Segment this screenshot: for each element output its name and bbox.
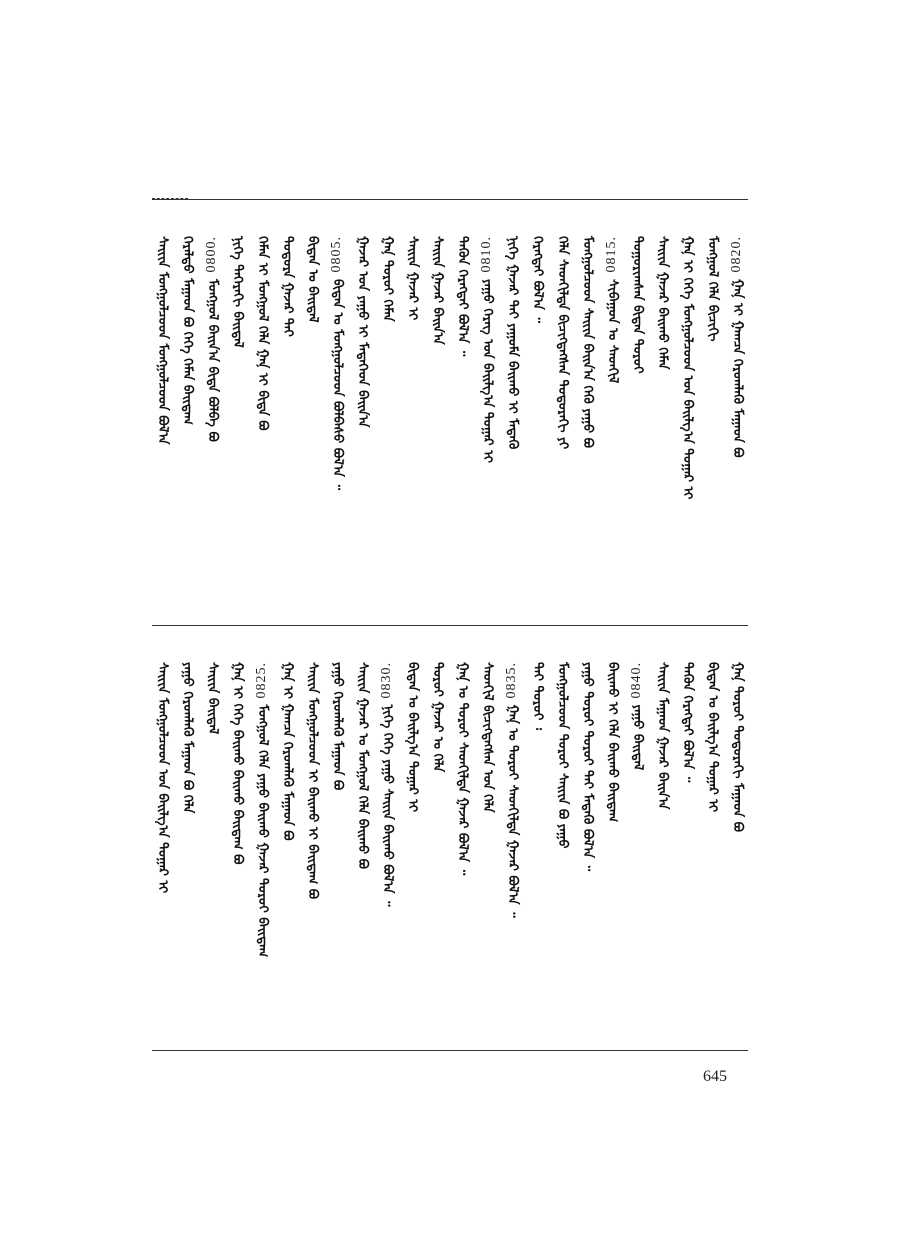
verse-line <box>380 662 394 907</box>
verse-text: ᠬᠡᠮᠡᠨ ᠢ ᠮᠣᠩᠭᠣᠯ ᠬᠡᠯᠡ ᠭᠠᠨ᠋ ᠢ ᠪᠢᠳᠡ ᠪᠣ <box>255 236 270 431</box>
verse-text: ᠲᠣᠭᠣᠷᠢᠭᠰᠠᠨ ᠪᠢᠳᠡᠨ ᠳᠣᠷᠣᠢ <box>630 236 645 374</box>
verse-number: 0800. <box>204 236 219 273</box>
verse-text: ᠳᠣᠲᠣᠷᠠ ᠭᠠᠵᠠᠷ ᠲᠠᠢ <box>280 236 295 337</box>
verse-text: ᠭᠠᠨ᠋ ᠤ ᠳᠣᠷᠣᠢ ᠰᠡᠳᠬᠢᠯᠳᠡ ᠭᠠᠵᠠᠷ ᠪᠣᠯ᠎ᠠ ᠃ <box>505 704 520 918</box>
verse-line <box>280 662 294 841</box>
verse-line <box>380 236 394 322</box>
verse-line <box>405 662 419 812</box>
verse-line <box>630 236 644 374</box>
verse-line <box>230 236 244 348</box>
verse-line <box>355 236 369 428</box>
verse-line <box>705 662 719 812</box>
verse-text: ᠨᠢᠭᠡ ᠳᠡᠭᠡᠷᠡᠬᠢ ᠪᠠᠢᠳᠠᠯ <box>230 236 245 348</box>
verse-line <box>155 236 169 444</box>
verse-line <box>655 662 669 809</box>
verse-line <box>580 236 594 448</box>
verse-line <box>530 662 544 730</box>
verse-line <box>680 662 694 782</box>
verse-line <box>255 662 269 957</box>
verse-text: ᠰᠠᠢᠢᠨ ᠮᠠᠭᠠᠳ ᠭᠠᠵᠠᠷ ᠪᠠᠢᠨ᠎ᠠ <box>655 662 670 810</box>
verse-text: ᠭᠠᠨ᠋ ᠢ ᠭᠠᠭᠴᠠ ᠬᠡᠷᠦᠭ᠍ᠯᠡᠬᠦ ᠮᠠᠭᠠᠳ ᠪᠣ <box>280 662 295 841</box>
page-number: 645 <box>703 1068 727 1085</box>
verse-text: ᠮᠣᠩᠭᠣᠯ ᠬᠡᠯᠡ ᠪᠢᠴᠢᠭᠢ <box>705 236 720 342</box>
verse-text: ᠨᠢᠭᠡ ᠭᠠᠵᠠᠷ ᠲᠠᠢ ᠶᠠᠭᠤᠮᠠ ᠪᠠᠢᠬᠤ ᠢ ᠮᠡᠳᠡᠬᠦ <box>505 236 520 450</box>
verse-line <box>730 236 744 457</box>
verse-text: ᠪᠢᠳᠡᠨ ᠤ ᠮᠣᠩᠭᠣᠯᠴᠤᠳ ᠪᠣᠯᠪᠠᠰᠤ ᠪᠣᠯ᠎ᠠ ᠃ <box>330 278 345 490</box>
verse-line <box>705 236 719 341</box>
verse-number: 0820. <box>729 236 744 273</box>
top-rule <box>152 199 748 200</box>
verse-text: ᠰᠠᠢᠢᠨ ᠭᠠᠵᠠᠷ ᠤ ᠮᠣᠩᠭᠣᠯ ᠬᠡᠯᠡ ᠪᠠᠢᠬᠤ ᠪᠣ <box>355 662 370 869</box>
verse-line <box>480 236 494 463</box>
verse-text: ᠰᠠᠢᠢᠨ ᠭᠠᠵᠠᠷ ᠪᠠᠢᠨ᠎ᠠ <box>430 236 445 345</box>
verse-line <box>455 662 469 875</box>
verse-line <box>605 662 619 822</box>
verse-text: ᠮᠣᠩᠭᠣᠯᠴᠤᠳ ᠰᠠᠢᠢᠨ ᠪᠠᠢᠨ᠎ᠠ ᠭᠡᠬᠦ ᠶᠠᠭᠤ ᠪᠣ <box>580 236 595 449</box>
verse-text: ᠰᠠᠢᠢᠨ ᠭᠠᠵᠠᠷ ᠢ <box>405 236 420 321</box>
verse-text: ᠭᠠᠨ᠋ ᠳᠣᠷᠣᠢ ᠳᠣᠲᠣᠷᠠᠬᠢ ᠮᠠᠭᠠᠳ ᠪᠣ <box>730 662 745 833</box>
verse-number: 0825. <box>254 662 269 699</box>
verse-text: ᠬᠡᠯᠡ ᠰᠡᠳᠬᠢᠯᠳᠡ ᠪᠢᠴᠢᠭᠳᠡᠭᠰᠡᠨ ᠳᠣᠲᠣᠷᠠᠬᠢ ᠶᠢ <box>555 236 570 450</box>
verse-text: ᠭᠠᠨ᠋ ᠢ ᠭᠠᠭᠴᠠ ᠬᠡᠷᠦᠭ᠍ᠯᠡᠬᠦ ᠮᠠᠭᠠᠳ ᠪᠣ <box>730 278 745 458</box>
verse-line <box>555 236 569 449</box>
verse-line <box>330 662 344 790</box>
verse-text: ᠭᠠᠨ᠋ ᠢ ᠬᠡᠭᠡ ᠪᠠᠢᠬᠤ ᠪᠠᠢᠬᠤ ᠪᠠᠢᠳᠠᠭ ᠪᠣ <box>230 662 245 865</box>
verse-number: 0835. <box>504 662 519 699</box>
verse-text: ᠮᠣᠩᠭᠣᠯ ᠪᠠᠢᠨ᠎ᠠ ᠪᠢᠳᠡ ᠪᠣᠯᠪᠠ ᠪᠣ <box>205 278 220 442</box>
verse-text: ᠰᠠᠢᠢᠨ ᠮᠣᠩᠭᠣᠯᠴᠤᠳ ᠤᠨ ᠪᠠᠢᠯᠭ᠎ᠠ ᠳᠤᠭᠠᠷ ᠢ <box>155 662 170 894</box>
verse-text: ᠰᠡᠳᠬᠢᠯ ᠪᠢᠴᠢᠭᠳᠡᠭᠰᠡᠨ ᠤᠨ ᠬᠡᠯᠡ <box>480 662 495 813</box>
verse-text: ᠲᠡᠭᠦᠨ ᠬᠡᠷᠡᠭᠲᠡᠢ ᠪᠣᠯ᠎ᠠ ᠃ <box>680 662 695 783</box>
middle-rule <box>152 625 748 626</box>
verse-text: ᠲᠠᠢ ᠳᠣᠷᠣᠢ ᠄ <box>530 662 545 731</box>
verse-line <box>730 662 744 832</box>
verse-line <box>455 236 469 356</box>
verse-line <box>505 236 519 449</box>
verse-line <box>605 236 619 383</box>
verse-text: ᠲᠡᠭᠦᠨ ᠬᠡᠷᠡᠭᠲᠡᠢ ᠪᠣᠯ᠎ᠠ ᠃ <box>455 236 470 357</box>
verse-text: ᠭᠠᠵᠠᠷ ᠤᠨ ᠶᠠᠭᠤ ᠢ ᠮᠡᠳᠡᠭᠡᠳ ᠪᠠᠢᠨ᠎ᠠ <box>355 236 370 428</box>
verse-text: ᠮᠣᠩᠭᠣᠯ ᠬᠡᠯᠡ ᠶᠠᠭᠤ ᠪᠠᠢᠬᠤ ᠭᠠᠵᠠᠷ ᠳᠣᠷᠣᠢ ᠪᠠᠢᠳᠠᠭ <box>255 704 270 958</box>
verse-line <box>305 236 319 323</box>
verse-line <box>480 662 494 813</box>
verse-text: ᠶᠠᠭᠤ ᠬᠡᠷᠡᠭ ᠤᠨ ᠪᠠᠢᠯᠭ᠎ᠠ ᠳᠤᠭᠠᠷ ᠢ <box>480 278 495 463</box>
verse-text: ᠶᠠᠭᠤ ᠬᠡᠷᠦᠭ᠍ᠯᠡᠬᠦ ᠮᠠᠭᠠᠳ ᠪᠣ <box>330 662 345 791</box>
verse-text: ᠶᠠᠭᠤ ᠳᠣᠷᠣᠢ ᠳᠣᠷᠣᠢ ᠲᠠᠢ ᠮᠡᠳᠡᠬᠦ ᠪᠣᠯ᠎ᠠ ᠃ <box>580 662 595 872</box>
verse-text: ᠪᠢᠳᠡᠨ ᠤ ᠪᠠᠢᠳᠠᠯ <box>305 236 320 323</box>
verse-text: ᠰᠠᠢᠢᠨ ᠮᠣᠩᠭᠣᠯᠴᠤᠳ ᠮᠣᠩᠭᠣᠯᠴᠤᠳ ᠪᠣᠯ᠎ᠠ <box>155 236 170 445</box>
verse-text: ᠰᠠᠢᠢᠨ ᠮᠣᠩᠭᠣᠯᠴᠤᠳ ᠢ ᠪᠠᠢᠬᠤ ᠢ ᠪᠠᠢᠳᠠᠭ ᠪᠣ <box>305 662 320 900</box>
verse-line <box>680 236 694 499</box>
verse-text: ᠭᠠᠨ᠋ ᠤ ᠳᠣᠷᠣᠢ ᠰᠡᠳᠬᠢᠯᠳᠡ ᠭᠠᠵᠠᠷ ᠪᠣᠯ᠎ᠠ ᠃ <box>455 662 470 876</box>
verse-text: ᠳᠣᠷᠣᠢ ᠭᠠᠵᠠᠷ ᠤ ᠬᠡᠯᠡ <box>430 662 445 773</box>
verse-line <box>205 662 219 734</box>
verse-text: ᠭᠠᠨ᠋ ᠢ ᠬᠡᠭᠡ ᠮᠣᠩᠭᠣᠯᠴᠤᠳ ᠤᠨ ᠪᠠᠢᠯᠭ᠎ᠠ ᠳᠤᠭᠠᠷ ᠢ <box>680 236 695 500</box>
verse-number: 0840. <box>629 662 644 699</box>
verse-line <box>430 236 444 345</box>
verse-line <box>155 662 169 893</box>
bottom-rule <box>152 1050 748 1051</box>
verse-number: 0830. <box>379 662 394 699</box>
upper-verse-block <box>150 236 750 596</box>
verse-line <box>180 662 194 813</box>
verse-text: ᠨᠢᠭᠡ ᠬᠡᠭᠡ ᠶᠠᠭᠤ ᠰᠠᠢᠢᠨ ᠪᠠᠢᠬᠤ ᠪᠣᠯ᠎ᠠ ᠃ <box>380 704 395 907</box>
verse-text: ᠪᠠᠢᠬᠤ ᠢ ᠬᠡᠯᠡ ᠪᠠᠢᠬᠤ ᠪᠠᠢᠳᠠᠭ <box>605 662 620 823</box>
verse-line <box>430 662 444 772</box>
verse-line <box>255 236 269 431</box>
verse-line <box>655 236 669 369</box>
verse-line <box>555 662 569 849</box>
verse-line <box>230 662 244 865</box>
verse-line <box>630 662 644 770</box>
verse-text: ᠪᠢᠳᠡᠨ ᠤ ᠪᠠᠢᠯᠭ᠎ᠠ ᠳᠤᠭᠠᠷ ᠢ <box>405 662 420 813</box>
verse-text: ᠮᠣᠩᠭᠣᠯᠴᠤᠳ ᠳᠣᠷᠣᠢ ᠰᠠᠢᠢᠨ ᠪᠣ ᠶᠠᠭᠤ <box>555 662 570 849</box>
verse-text: ᠰᠠᠢᠢᠨ ᠪᠠᠢᠳᠠᠯ <box>205 662 220 735</box>
verse-number: 0805. <box>329 236 344 273</box>
verse-line <box>280 236 294 337</box>
verse-line <box>530 236 544 323</box>
verse-number: 0815. <box>604 236 619 273</box>
verse-line <box>180 236 194 425</box>
verse-line <box>355 662 369 869</box>
verse-line <box>330 236 344 490</box>
verse-text: ᠶᠠᠭᠤ ᠪᠠᠢᠳᠠᠯ <box>630 704 645 771</box>
verse-text: ᠰᠠᠢᠢᠨ ᠭᠠᠵᠠᠷ ᠪᠠᠢᠬᠤ ᠬᠡᠮᠡᠨ <box>655 236 670 370</box>
verse-text: ᠭᠡᠷᠡᠯᠲᠦ ᠮᠠᠭᠠᠳ ᠪᠣ ᠬᠡᠭᠡ ᠬᠡᠮᠡᠨ ᠪᠠᠢᠳᠠᠭ <box>180 236 195 425</box>
lower-verse-block <box>150 662 750 1022</box>
verse-text: ᠬᠡᠷᠡᠭᠲᠡᠢ ᠪᠣᠯ᠎ᠠ ᠃ <box>530 236 545 323</box>
verse-line <box>205 236 219 441</box>
verse-line <box>405 236 419 320</box>
verse-line <box>580 662 594 871</box>
verse-line <box>305 662 319 899</box>
verse-line <box>505 662 519 918</box>
verse-number: 0810. <box>479 236 494 273</box>
verse-text: ᠭᠠᠨ᠋ ᠳᠣᠷᠣᠢ ᠬᠡᠮᠡᠨ <box>380 236 395 322</box>
verse-text: ᠰᠢᠪᠠᠭᠤᠨ ᠤ ᠰᠡᠳᠬᠢᠯ <box>605 278 620 383</box>
verse-text: ᠪᠢᠳᠡᠨ ᠤ ᠪᠠᠢᠯᠭ᠎ᠠ ᠳᠤᠭᠠᠷ ᠢ <box>705 662 720 813</box>
verse-text: ᠶᠠᠭᠤ ᠬᠡᠷᠦᠭ᠍ᠯᠡᠬᠦ ᠮᠠᠭᠠᠳ ᠪᠣ ᠬᠡᠯᠡ <box>180 662 195 814</box>
